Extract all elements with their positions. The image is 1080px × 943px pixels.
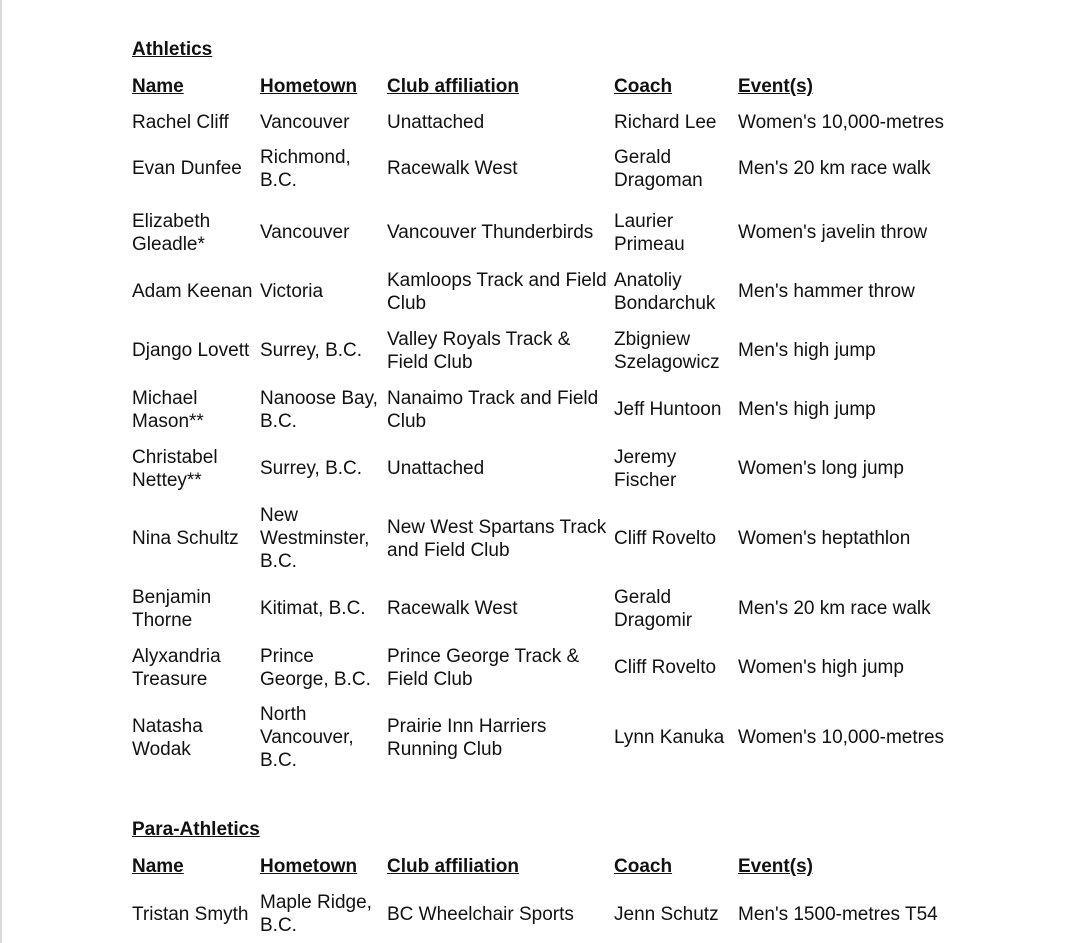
cell-club: Racewalk West <box>387 598 518 619</box>
cell-club: Unattached <box>387 458 485 479</box>
cell-event: Women's high jump <box>738 657 904 678</box>
cell-name: Evan Dunfee <box>132 158 242 179</box>
cell-coach: Gerald Dragoman <box>614 146 703 191</box>
header-hometown: Hometown <box>260 856 358 877</box>
table-row <box>132 498 968 579</box>
table-row <box>132 638 968 697</box>
cell-coach: Jeremy Fischer <box>614 446 677 491</box>
cell-event: Men's high jump <box>738 399 876 420</box>
cell-hometown: Surrey, B.C. <box>260 340 363 361</box>
cell-event: Men's hammer throw <box>738 281 915 302</box>
cell-event: Women's 10,000-metres <box>738 727 945 748</box>
cell-club: BC Wheelchair Sports <box>387 903 574 925</box>
cell-hometown: Maple Ridge, B.C. <box>260 892 372 936</box>
cell-event: Women's 10,000-metres <box>738 112 945 133</box>
page-left-border <box>0 0 2 943</box>
cell-event: Women's heptathlon <box>738 528 911 549</box>
cell-name: Rachel Cliff <box>132 112 229 133</box>
cell-coach: Gerald Dragomir <box>614 586 693 631</box>
cell-hometown: Vancouver <box>260 112 350 133</box>
cell-club: Racewalk West <box>387 158 518 179</box>
cell-event: Men's high jump <box>738 340 876 361</box>
header-name: Name <box>132 76 184 97</box>
cell-coach: Lynn Kanuka <box>614 727 725 748</box>
table-row <box>132 579 968 638</box>
cell-coach: Laurier Primeau <box>614 210 685 255</box>
table-row <box>132 321 968 380</box>
header-coach: Coach <box>614 76 673 97</box>
section-title-para-athletics: Para-Athletics <box>132 819 260 840</box>
cell-name: Christabel Nettey** <box>132 446 218 491</box>
cell-club: Valley Royals Track & Field Club <box>387 328 571 373</box>
header-events: Event(s) <box>738 76 813 97</box>
table-row <box>132 203 968 262</box>
cell-event: Men's 1500-metres T54 <box>738 903 938 925</box>
header-events: Event(s) <box>738 856 813 877</box>
cell-name: Natasha Wodak <box>132 715 203 760</box>
cell-club: Prince George Track & Field Club <box>387 645 580 690</box>
cell-hometown: Richmond, B.C. <box>260 146 351 191</box>
cell-club: Nanaimo Track and Field Club <box>387 387 599 432</box>
table-row <box>132 439 968 498</box>
cell-club: New West Spartans Track and Field Club <box>387 516 607 561</box>
table-row <box>132 262 968 321</box>
table-row <box>132 697 968 778</box>
cell-hometown: Surrey, B.C. <box>260 458 363 479</box>
table-row <box>132 134 968 203</box>
cell-event: Men's 20 km race walk <box>738 158 931 179</box>
cell-coach: Cliff Rovelto <box>614 528 717 549</box>
cell-name: Nina Schultz <box>132 528 239 549</box>
cell-coach: Richard Lee <box>614 112 717 133</box>
athletics-header-row <box>132 75 968 111</box>
cell-name: Adam Keenan <box>132 281 253 302</box>
cell-club: Kamloops Track and Field Club <box>387 269 607 314</box>
header-club: Club affiliation <box>387 856 519 877</box>
cell-hometown: Victoria <box>260 281 324 302</box>
header-name: Name <box>132 856 184 877</box>
cell-hometown: North Vancouver, B.C. <box>260 704 354 771</box>
cell-event: Women's long jump <box>738 458 904 479</box>
cell-event: Women's javelin throw <box>738 222 928 243</box>
header-hometown: Hometown <box>260 76 358 97</box>
cell-hometown: Nanoose Bay, B.C. <box>260 387 378 432</box>
table-row <box>132 380 968 439</box>
cell-club: Prairie Inn Harriers Running Club <box>387 715 547 760</box>
cell-name: Tristan Smyth <box>132 903 249 925</box>
cell-name: Michael Mason** <box>132 387 204 432</box>
header-coach: Coach <box>614 856 673 877</box>
table-row <box>132 111 968 134</box>
cell-coach: Anatoliy Bondarchuk <box>614 269 716 314</box>
cell-club: Vancouver Thunderbirds <box>387 222 594 243</box>
cell-hometown: New Westminster, B.C. <box>260 505 370 572</box>
cell-name: Django Lovett <box>132 340 250 361</box>
cell-coach: Cliff Rovelto <box>614 657 717 678</box>
cell-hometown: Kitimat, B.C. <box>260 598 366 619</box>
para-athletics-table <box>132 855 968 937</box>
header-club: Club affiliation <box>387 76 519 97</box>
cell-coach: Jeff Huntoon <box>614 399 722 420</box>
cell-name: Benjamin Thorne <box>132 586 212 631</box>
athletics-table <box>132 75 968 778</box>
cell-name: Elizabeth Gleadle* <box>132 210 211 255</box>
cell-event: Men's 20 km race walk <box>738 598 931 619</box>
para-athletics-header-row <box>132 855 968 891</box>
table-row <box>132 891 968 937</box>
cell-club: Unattached <box>387 112 485 133</box>
cell-hometown: Prince George, B.C. <box>260 645 371 690</box>
section-title-athletics: Athletics <box>132 39 213 60</box>
cell-coach: Jenn Schutz <box>614 903 719 925</box>
cell-hometown: Vancouver <box>260 222 350 243</box>
cell-name: Alyxandria Treasure <box>132 645 221 690</box>
cell-coach: Zbigniew Szelagowicz <box>614 328 720 373</box>
